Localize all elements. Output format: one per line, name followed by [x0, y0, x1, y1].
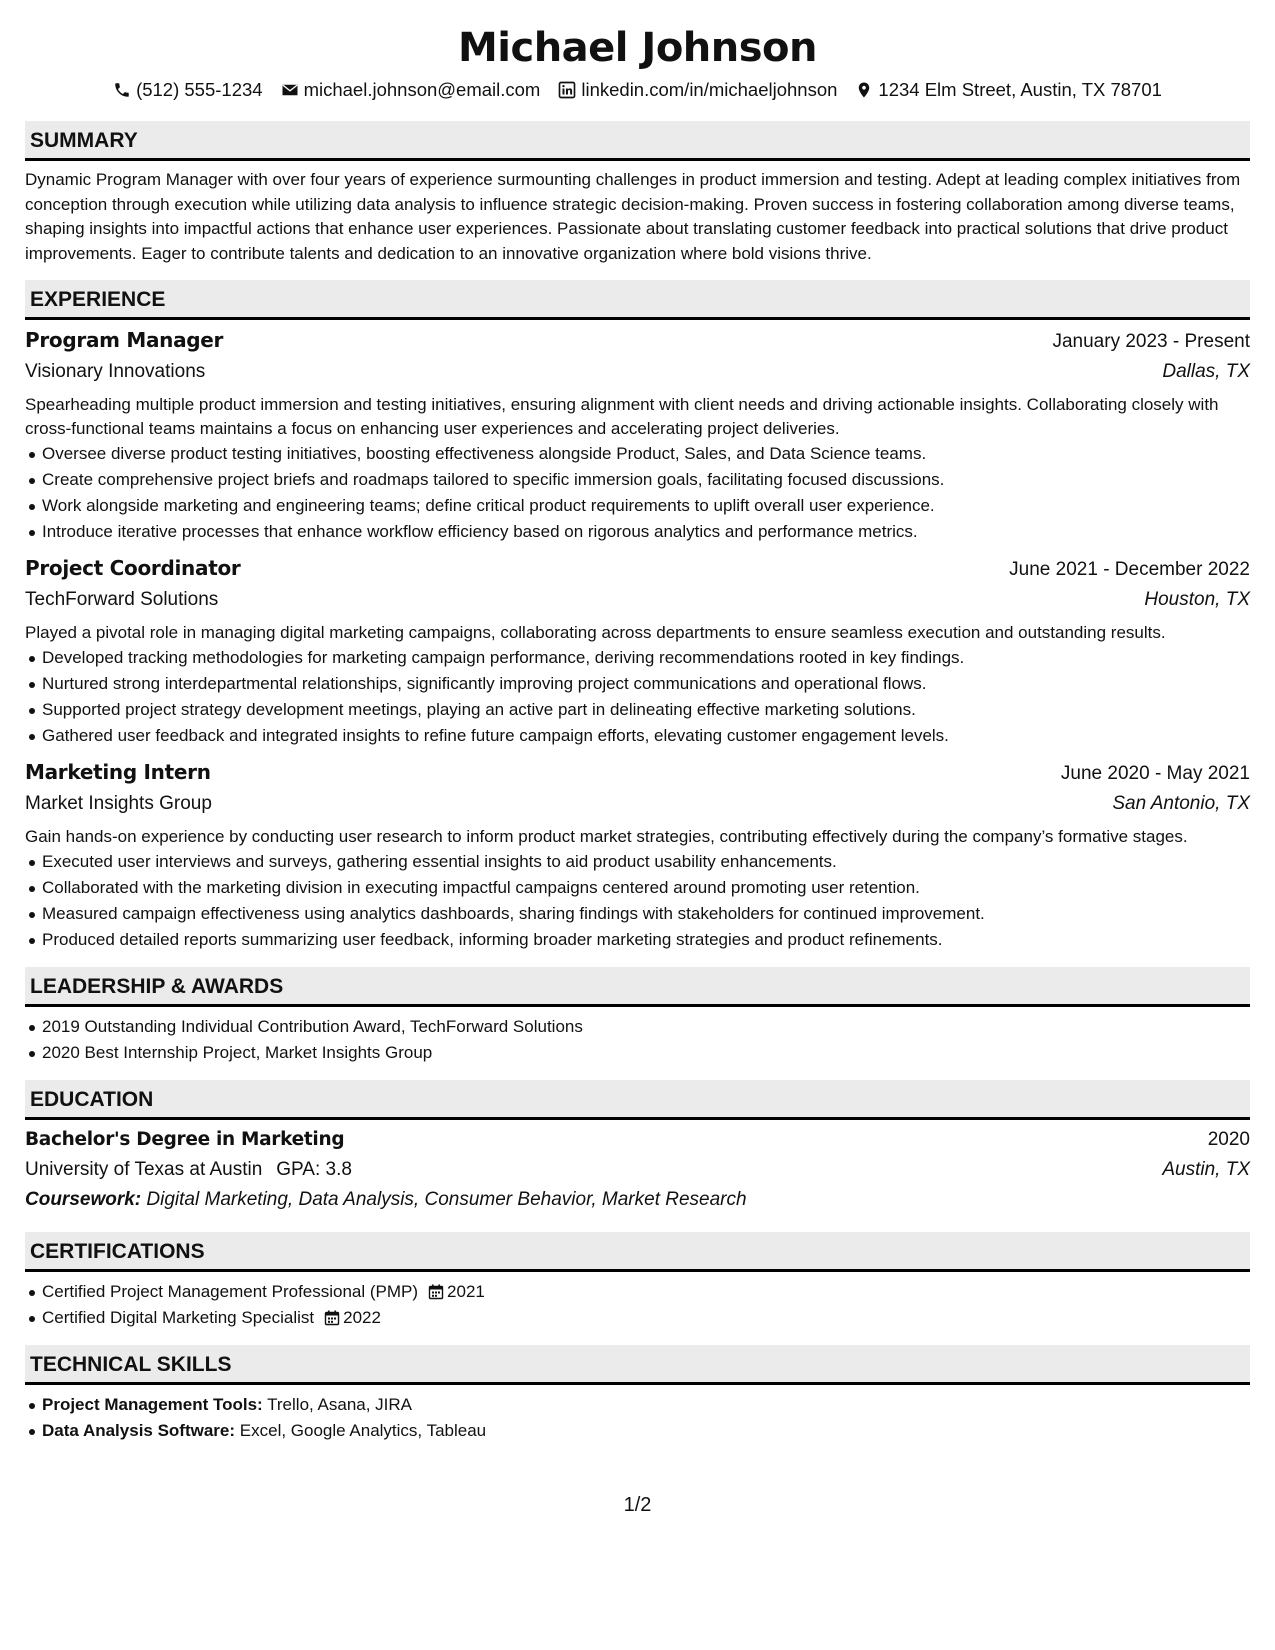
education-section	[25, 1080, 1250, 1215]
coursework-text: Digital Marketing, Data Analysis, Consumer Behavior, Market Research	[146, 1189, 747, 1210]
resume-page	[25, 22, 1250, 1444]
degree-title: Bachelor's Degree in Marketing	[25, 1129, 345, 1150]
job-company: TechForward Solutions	[25, 589, 219, 610]
job-description: Gain hands-on experience by conducting user research to inform product market strategies, contributing effectively during the company’s formative stages.	[25, 827, 1188, 846]
list-item: Work alongside marketing and engineering teams; define critical product requirements to uplift overall user experience.	[25, 493, 1250, 519]
address-text: 1234 Elm Street, Austin, TX 78701	[878, 79, 1162, 100]
summary-section	[25, 121, 1250, 266]
leadership-section	[25, 967, 1250, 1066]
coursework-label: Coursework:	[25, 1189, 142, 1210]
job-entry	[25, 325, 1250, 545]
list-item: Introduce iterative processes that enhance workflow efficiency based on rigorous analytics and performance metrics.	[25, 519, 1250, 545]
skills-heading: TECHNICAL SKILLS	[25, 1345, 1250, 1385]
skill-label: Project Management Tools:	[42, 1395, 263, 1414]
graduation-year: 2020	[1207, 1129, 1250, 1150]
phone-icon	[113, 81, 131, 99]
experience-heading: EXPERIENCE	[25, 280, 1250, 320]
email-link[interactable]: michael.johnson@email.com	[303, 79, 541, 100]
certifications-list	[25, 1279, 1250, 1331]
job-bullets	[25, 441, 1250, 545]
cert-name: Certified Digital Marketing Specialist	[42, 1308, 315, 1327]
candidate-name: Michael Johnson	[457, 25, 818, 71]
skill-label: Data Analysis Software:	[42, 1421, 236, 1440]
skill-value: Trello, Asana, JIRA	[267, 1395, 413, 1414]
job-location: Houston, TX	[1144, 589, 1250, 610]
skills-section	[25, 1345, 1250, 1444]
list-item: Gathered user feedback and integrated insights to refine future campaign efforts, elevating customer engagement levels.	[25, 723, 1250, 749]
coursework-line	[25, 1185, 1250, 1215]
job-description: Played a pivotal role in managing digital marketing campaigns, collaborating across departments to ensure seamless execution and outstanding results.	[25, 623, 1166, 642]
skill-value: Excel, Google Analytics, Tableau	[239, 1421, 487, 1440]
list-item	[25, 1305, 1250, 1331]
list-item: Executed user interviews and surveys, gathering essential insights to aid product usability enhancements.	[25, 849, 1250, 875]
list-item: Developed tracking methodologies for marketing campaign performance, deriving recommendations rooted in key findings.	[25, 645, 1250, 671]
contact-email[interactable]	[281, 78, 541, 102]
cert-name: Certified Project Management Professional (PMP)	[42, 1282, 419, 1301]
linkedin-link[interactable]: linkedin.com/in/michaeljohnson	[581, 79, 838, 100]
envelope-icon	[281, 81, 299, 99]
education-heading: EDUCATION	[25, 1080, 1250, 1120]
list-item	[25, 1392, 1250, 1418]
job-entry	[25, 553, 1250, 749]
gpa-text: GPA: 3.8	[276, 1159, 352, 1180]
job-title: Program Manager	[25, 328, 224, 352]
job-bullets	[25, 849, 1250, 953]
map-pin-icon	[855, 81, 873, 99]
list-item: 2020 Best Internship Project, Market Insights Group	[25, 1040, 1250, 1066]
list-item: Oversee diverse product testing initiatives, boosting effectiveness alongside Product, Sales, and Data Science teams.	[25, 441, 1250, 467]
job-company: Visionary Innovations	[25, 361, 206, 382]
list-item: Collaborated with the marketing division in executing impactful campaigns centered around promoting user retention.	[25, 875, 1250, 901]
summary-heading: SUMMARY	[25, 121, 1250, 161]
calendar-icon	[324, 1308, 340, 1324]
contact-phone	[113, 78, 263, 102]
list-item: 2019 Outstanding Individual Contribution Award, TechForward Solutions	[25, 1014, 1250, 1040]
school-name: University of Texas at Austin	[25, 1159, 263, 1180]
linkedin-icon	[558, 81, 576, 99]
school-location: Austin, TX	[1162, 1159, 1250, 1180]
job-title: Marketing Intern	[25, 760, 211, 784]
job-title: Project Coordinator	[25, 556, 241, 580]
job-dates: June 2020 - May 2021	[1060, 763, 1250, 784]
contact-address	[855, 78, 1162, 102]
list-item: Create comprehensive project briefs and roadmaps tailored to specific immersion goals, facilitating focused discussions.	[25, 467, 1250, 493]
job-location: San Antonio, TX	[1112, 793, 1250, 814]
job-location: Dallas, TX	[1162, 361, 1250, 382]
page-number: 1/2	[623, 1494, 652, 1516]
contact-linkedin[interactable]	[558, 78, 837, 102]
job-description: Spearheading multiple product immersion and testing initiatives, ensuring alignment with client needs and driving actionable insights. Collaborating closely with cross-functional teams maintains a focus on enhancing user experiences and accelerating project deliveries.	[25, 395, 1219, 438]
list-item: Supported project strategy development meetings, playing an active part in delineating effective marketing solutions.	[25, 697, 1250, 723]
skills-list	[25, 1392, 1250, 1444]
calendar-icon	[428, 1282, 444, 1298]
leadership-list	[25, 1014, 1250, 1066]
school-line	[25, 1155, 352, 1185]
job-dates: January 2023 - Present	[1052, 331, 1250, 352]
list-item	[25, 1418, 1250, 1444]
list-item	[25, 1279, 1250, 1305]
certifications-heading: CERTIFICATIONS	[25, 1232, 1250, 1272]
phone-text: (512) 555-1234	[136, 79, 263, 100]
job-entry	[25, 757, 1250, 953]
job-dates: June 2021 - December 2022	[1009, 559, 1250, 580]
certifications-section	[25, 1232, 1250, 1331]
list-item: Produced detailed reports summarizing user feedback, informing broader marketing strategies and product refinements.	[25, 927, 1250, 953]
leadership-heading: LEADERSHIP & AWARDS	[25, 967, 1250, 1007]
experience-section	[25, 280, 1250, 953]
job-company: Market Insights Group	[25, 793, 212, 814]
summary-text: Dynamic Program Manager with over four years of experience surmounting challenges in product immersion and testing. Adept at leading complex initiatives from conception through execution while utilizing data analysis to influence strategic decision-making. Proven success in fostering collaboration among diverse teams, shaping insights into impactful actions that enhance user experiences. Passionate about translating customer feedback into practical solutions that drive product improvements. Eager to contribute talents and dedication to an innovative organization where bold visions thrive.	[25, 170, 1241, 263]
job-bullets	[25, 645, 1250, 749]
cert-year: 2021	[447, 1282, 485, 1301]
contact-bar	[25, 78, 1250, 102]
list-item: Measured campaign effectiveness using analytics dashboards, sharing findings with stakeholders for continued improvement.	[25, 901, 1250, 927]
list-item: Nurtured strong interdepartmental relationships, significantly improving project communications and operational flows.	[25, 671, 1250, 697]
cert-year: 2022	[343, 1308, 381, 1327]
